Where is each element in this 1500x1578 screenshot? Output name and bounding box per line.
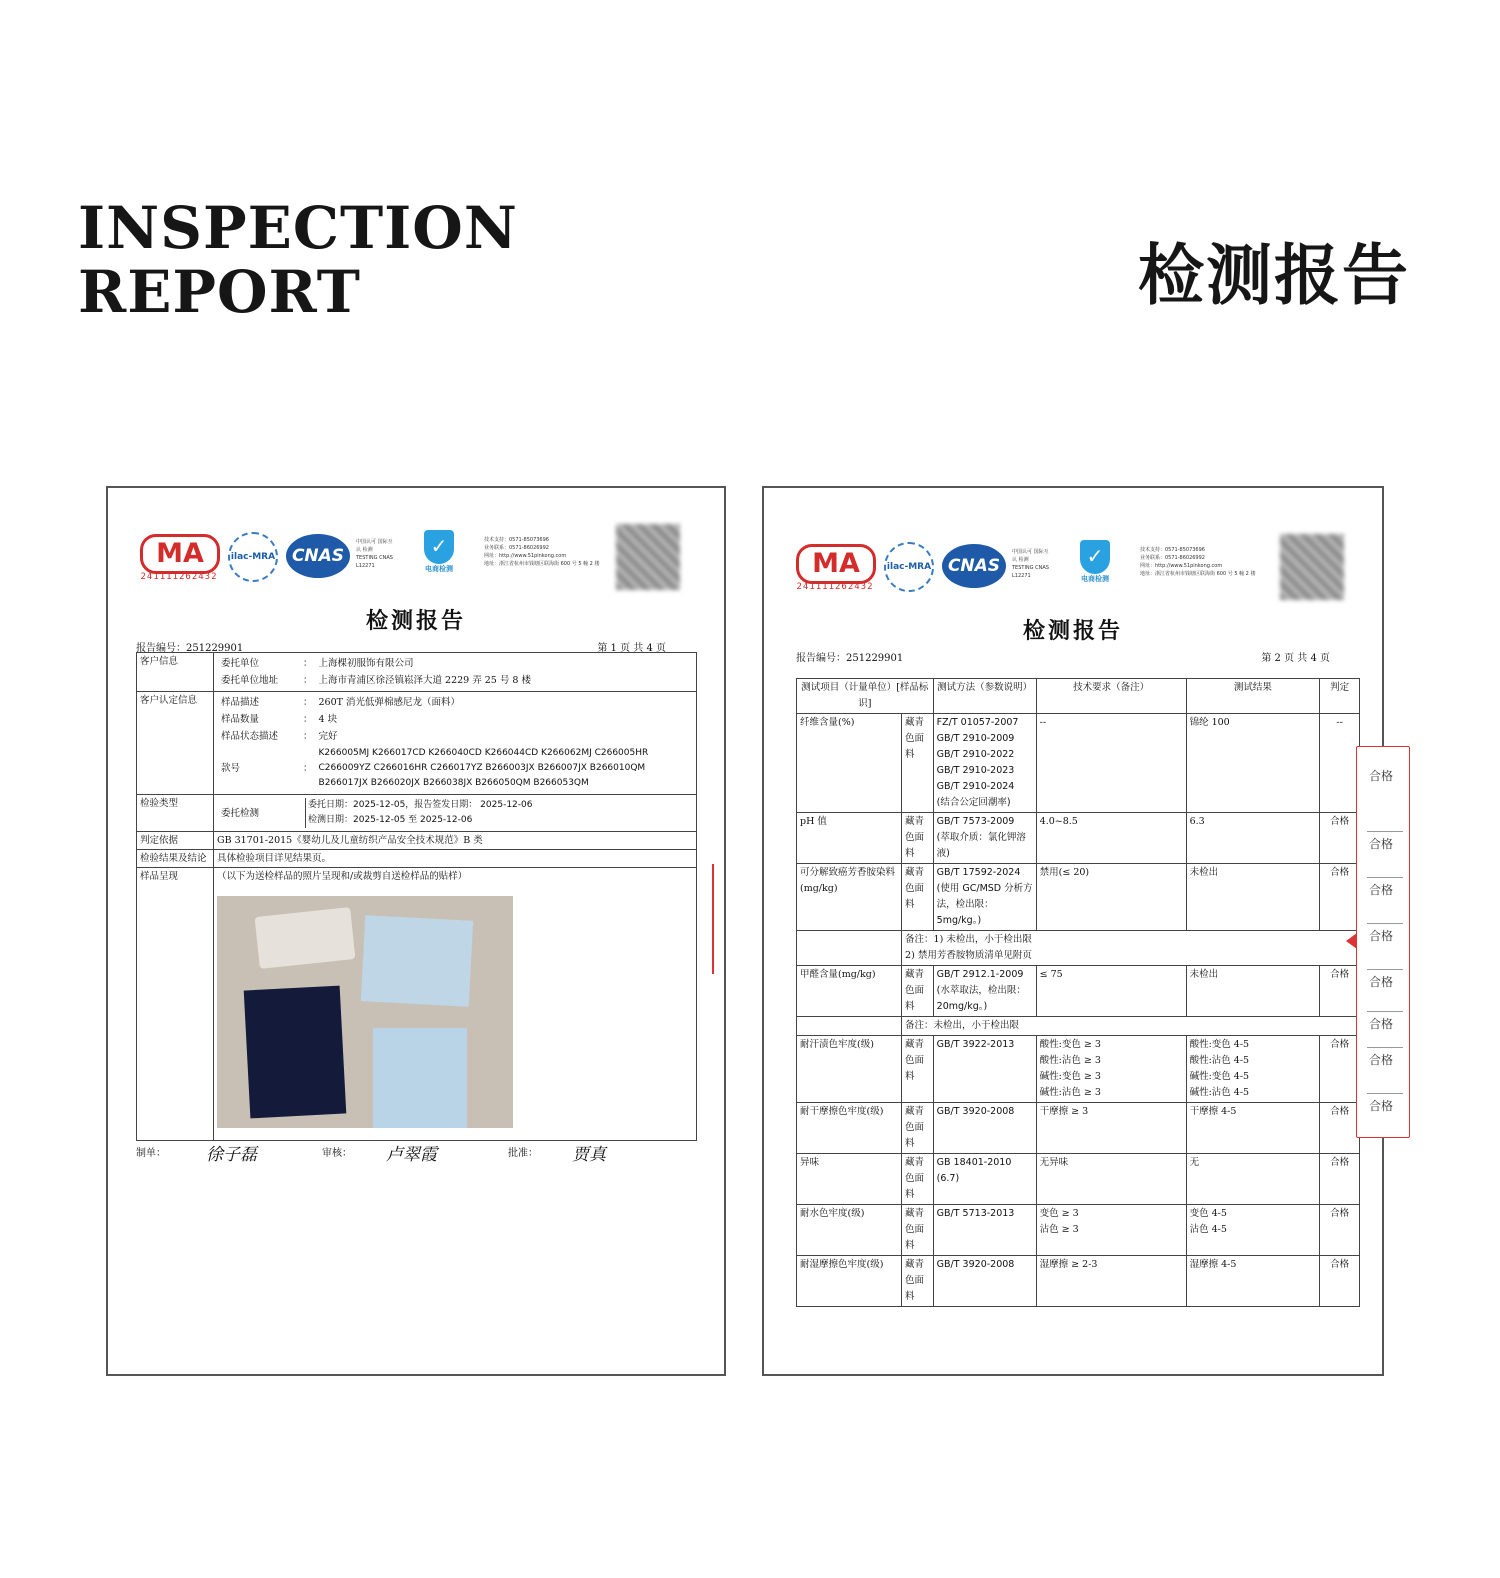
table-row <box>797 1036 1360 1103</box>
test-item: 纤维含量(%) <box>797 714 902 813</box>
contact-info: 技术支持：0571-85073696 业务联系：0571-86026992 网址：http://www.51pinkong.com 地址：浙江省杭州市钱塘区联海街 600 号 5 幢 2 楼 <box>1140 547 1256 577</box>
row-note: 备注：1) 未检出，小于检出限 2) 禁用芳香胺物质清单见附页 <box>902 931 1360 966</box>
sample-tag: 藏青色面料 <box>902 966 934 1017</box>
sample-tag: 藏青色面料 <box>902 1256 934 1307</box>
test-result: 未检出 <box>1186 966 1320 1017</box>
hero-title-zh: 检测报告 <box>1138 237 1410 314</box>
test-method: GB/T 3922-2013 <box>933 1036 1036 1103</box>
ecommerce-testing-logo: ✓ 电商检测 <box>410 530 468 586</box>
cnas-caption: 中国认可 国际互认 检测 TESTING CNAS L12271 <box>1012 549 1049 579</box>
report-number: 报告编号：251229901 <box>136 643 244 654</box>
test-results-table <box>796 678 1360 1307</box>
table-note-row <box>797 931 1360 966</box>
ecommerce-testing-logo: ✓ 电商检测 <box>1066 540 1124 596</box>
approver-signature: 贾真 <box>572 1145 606 1165</box>
judgement: 合格 <box>1320 1103 1360 1154</box>
test-result: 锦纶 100 <box>1186 714 1320 813</box>
table-row: 样品呈现 （以下为送检样品的照片呈现和/或裁剪自送检样品的贴样） <box>137 868 697 1141</box>
row-note: 备注：未检出，小于检出限 <box>902 1017 1360 1036</box>
verdict-label: 合格 <box>1368 1053 1393 1067</box>
technical-requirement: ≤ 75 <box>1036 966 1186 1017</box>
test-item: 耐湿摩擦色牢度(级) <box>797 1256 902 1307</box>
ma-logo: MA 241111262432 <box>138 530 220 586</box>
table-header: 测试项目（计量单位）[样品标识] 测试方法（参数说明） 技术要求（备注） 测试结果 判定 <box>797 679 1360 714</box>
table-row: 客户认定信息 样品描述 ： 260T 消光低弹棉感尼龙（面料） 样品数量 ： 4 块 样品状态描述 ： 完好 款号 ： K266005MJ K266017CD K266040CD K266044CD K266062MJ C266005HR C266009YZ C266016HR C266017YZ B266003JX B266007JX B266010QM B266017JX B266020JX B266038JX B266050QM B266053QM <box>137 692 697 795</box>
test-method: GB/T 5713-2013 <box>933 1205 1036 1256</box>
judgement: -- <box>1320 714 1360 813</box>
contact-info: 技术支持：0571-85073696 业务联系：0571-86026992 网址：http://www.51pinkong.com 地址：浙江省杭州市钱塘区联海街 600 号 5 幢 2 楼 <box>484 537 600 567</box>
sample-tag: 藏青色面料 <box>902 1154 934 1205</box>
verdict-callout <box>1356 746 1410 1138</box>
fabric-swatch <box>244 986 347 1119</box>
judgement: 合格 <box>1320 864 1360 931</box>
test-result: 干摩擦 4-5 <box>1186 1103 1320 1154</box>
judgement: 合格 <box>1320 813 1360 864</box>
test-result: 酸性:变色 4-5 酸性:沾色 4-5 碱性:变色 4-5 碱性:沾色 4-5 <box>1186 1036 1320 1103</box>
table-row <box>797 864 1360 931</box>
technical-requirement: 禁用(≤ 20) <box>1036 864 1186 931</box>
verdict-label: 合格 <box>1368 975 1393 989</box>
hero-title-en-line1: INSPECTION <box>78 194 518 262</box>
sample-tag: 藏青色面料 <box>902 864 934 931</box>
verdict-label: 合格 <box>1368 1017 1393 1031</box>
table-row <box>797 1154 1360 1205</box>
judgement: 合格 <box>1320 1036 1360 1103</box>
cnas-logo: CNAS <box>942 544 1006 588</box>
report-page-1: MA 241111262432 ilac-MRA CNAS 中国认可 国际互认 检测 TESTING CNAS L12271 ✓ 电商检测 技术支持：0571-85073696 业务联系：0571-86026992 网址：http://www.51pinkong.com 地址：浙江省杭州市钱塘区联海街 600 号 5 幢 2 楼 检测报告 报告编号：251229901 第 1 页 共 4 页 客户信息 委托单位 ： 上海棵初服饰有限公司 委托单位地址 ： 上海市青浦区徐泾镇崧泽大道 2229 弄 25 号 8 楼 客户认定信息 样品描述 ： 260T 消光低弹棉感尼龙（面料） 样品数量 ： 4 块 样品状态描述 ： 完好 款号 ： K266005MJ K266017CD K266040CD K266044CD K266062MJ C266005HR C266009YZ C266016HR C266017YZ B266003JX B266007JX B266010QM B266017JX B266020JX B266038JX B266050QM B266053QM 检验类型 委托检测 委托日期：2025-12-05，报告签发日期： 2025-12-06 检测日期：2025-12-05 至 2025-12-06 判定依据 GB 31701-2015《婴幼儿及儿童纺织产品安全技术规范》B 类 检验结果及结论 具体检验项目详见结果页。 样品呈现 （以下为送检样品的照片呈现和/或裁剪自送检样品的贴样） 制单： 徐子磊 审核： 卢翠霞 批准： 贾真 <box>106 486 726 1376</box>
sample-tag: 藏青色面料 <box>902 1036 934 1103</box>
doc-title: 检测报告 <box>365 608 466 634</box>
client-info-table <box>136 652 697 1141</box>
test-item: 耐水色牢度(级) <box>797 1205 902 1256</box>
verdict-label: 合格 <box>1368 883 1393 897</box>
cnas-caption: 中国认可 国际互认 检测 TESTING CNAS L12271 <box>356 539 393 569</box>
test-item: pH 值 <box>797 813 902 864</box>
sample-tag: 藏青色面料 <box>902 1205 934 1256</box>
qr-code <box>616 524 680 590</box>
test-item: 甲醛含量(mg/kg) <box>797 966 902 1017</box>
table-row: 判定依据 GB 31701-2015《婴幼儿及儿童纺织产品安全技术规范》B 类 <box>137 832 697 850</box>
doc-title: 检测报告 <box>1022 618 1123 644</box>
cnas-logo: CNAS <box>286 534 350 578</box>
report-number: 报告编号：251229901 <box>796 653 904 664</box>
table-note-row <box>797 1017 1360 1036</box>
test-method: GB/T 17592-2024 (使用 GC/MSD 分析方法，检出限：5mg/kg。) <box>933 864 1036 931</box>
ma-logo: MA 241111262432 <box>794 540 876 596</box>
sample-tag: 藏青色面料 <box>902 1103 934 1154</box>
table-row: 检验类型 委托检测 委托日期：2025-12-05，报告签发日期： 2025-12-06 检测日期：2025-12-05 至 2025-12-06 <box>137 795 697 832</box>
callout-pointer <box>1346 933 1357 949</box>
test-item: 耐干摩擦色牢度(级) <box>797 1103 902 1154</box>
table-row <box>797 1256 1360 1307</box>
test-result: 湿摩擦 4-5 <box>1186 1256 1320 1307</box>
hero-title-en-line2: REPORT <box>78 258 361 326</box>
page-number: 第 2 页 共 4 页 <box>1261 653 1330 664</box>
verdict-label: 合格 <box>1368 837 1393 851</box>
ilac-mra-logo: ilac-MRA <box>228 532 278 582</box>
check-shield-icon: ✓ <box>1080 540 1110 574</box>
report-page-2 <box>762 486 1393 1376</box>
table-row <box>797 1103 1360 1154</box>
red-stamp-edge <box>696 864 714 974</box>
test-item: 可分解致癌芳香胺染料(mg/kg) <box>797 864 902 931</box>
technical-requirement: 无异味 <box>1036 1154 1186 1205</box>
fabric-swatch <box>361 915 473 1007</box>
test-method: GB 18401-2010 (6.7) <box>933 1154 1036 1205</box>
test-result: 6.3 <box>1186 813 1320 864</box>
reviewer-signature: 卢翠霞 <box>386 1145 437 1165</box>
test-result: 变色 4-5 沾色 4-5 <box>1186 1205 1320 1256</box>
style-numbers: K266005MJ K266017CD K266040CD K266044CD K266062MJ C266005HR C266009YZ C266016HR C266017YZ B266003JX B266007JX B266010QM B266017JX B266020JX B266038JX B266050QM B266053QM <box>318 748 649 788</box>
test-result: 未检出 <box>1186 864 1320 931</box>
judgement: 合格 <box>1320 1205 1360 1256</box>
judgement: 合格 <box>1320 1154 1360 1205</box>
table-row: 客户信息 委托单位 ： 上海棵初服饰有限公司 委托单位地址 ： 上海市青浦区徐泾镇崧泽大道 2229 弄 25 号 8 楼 <box>137 653 697 692</box>
sample-tag: 藏青色面料 <box>902 813 934 864</box>
fabric-swatch <box>255 907 356 969</box>
sample-photo <box>217 896 513 1128</box>
verdict-label: 合格 <box>1368 769 1393 783</box>
technical-requirement: 干摩擦 ≥ 3 <box>1036 1103 1186 1154</box>
hero-title-en <box>78 196 518 324</box>
test-method: FZ/T 01057-2007 GB/T 2910-2009 GB/T 2910-2022 GB/T 2910-2023 GB/T 2910-2024 (结合公定回潮率) <box>933 714 1036 813</box>
table-row <box>797 966 1360 1017</box>
technical-requirement: -- <box>1036 714 1186 813</box>
ilac-mra-logo: ilac-MRA <box>884 542 934 592</box>
maker-signature: 徐子磊 <box>206 1145 257 1165</box>
judgement: 合格 <box>1320 966 1360 1017</box>
table-row <box>797 714 1360 813</box>
table-row <box>797 813 1360 864</box>
table-row: 检验结果及结论 具体检验项目详见结果页。 <box>137 850 697 868</box>
test-item: 耐汗渍色牢度(级) <box>797 1036 902 1103</box>
page-number: 第 1 页 共 4 页 <box>597 643 666 654</box>
verdict-label: 合格 <box>1368 929 1393 943</box>
verdict-label: 合格 <box>1368 1099 1393 1113</box>
fabric-swatch <box>373 1028 467 1128</box>
test-method: GB/T 7573-2009 (萃取介质：氯化钾溶液) <box>933 813 1036 864</box>
check-shield-icon: ✓ <box>424 530 454 564</box>
test-item: 异味 <box>797 1154 902 1205</box>
technical-requirement: 湿摩擦 ≥ 2-3 <box>1036 1256 1186 1307</box>
judgement: 合格 <box>1320 1256 1360 1307</box>
technical-requirement: 酸性:变色 ≥ 3 酸性:沾色 ≥ 3 碱性:变色 ≥ 3 碱性:沾色 ≥ 3 <box>1036 1036 1186 1103</box>
test-result: 无 <box>1186 1154 1320 1205</box>
table-row <box>797 1205 1360 1256</box>
technical-requirement: 4.0~8.5 <box>1036 813 1186 864</box>
test-method: GB/T 3920-2008 <box>933 1256 1036 1307</box>
test-method: GB/T 3920-2008 <box>933 1103 1036 1154</box>
test-method: GB/T 2912.1-2009 (水萃取法，检出限：20mg/kg。) <box>933 966 1036 1017</box>
technical-requirement: 变色 ≥ 3 沾色 ≥ 3 <box>1036 1205 1186 1256</box>
qr-code <box>1280 534 1344 600</box>
sample-tag: 藏青色面料 <box>902 714 934 813</box>
